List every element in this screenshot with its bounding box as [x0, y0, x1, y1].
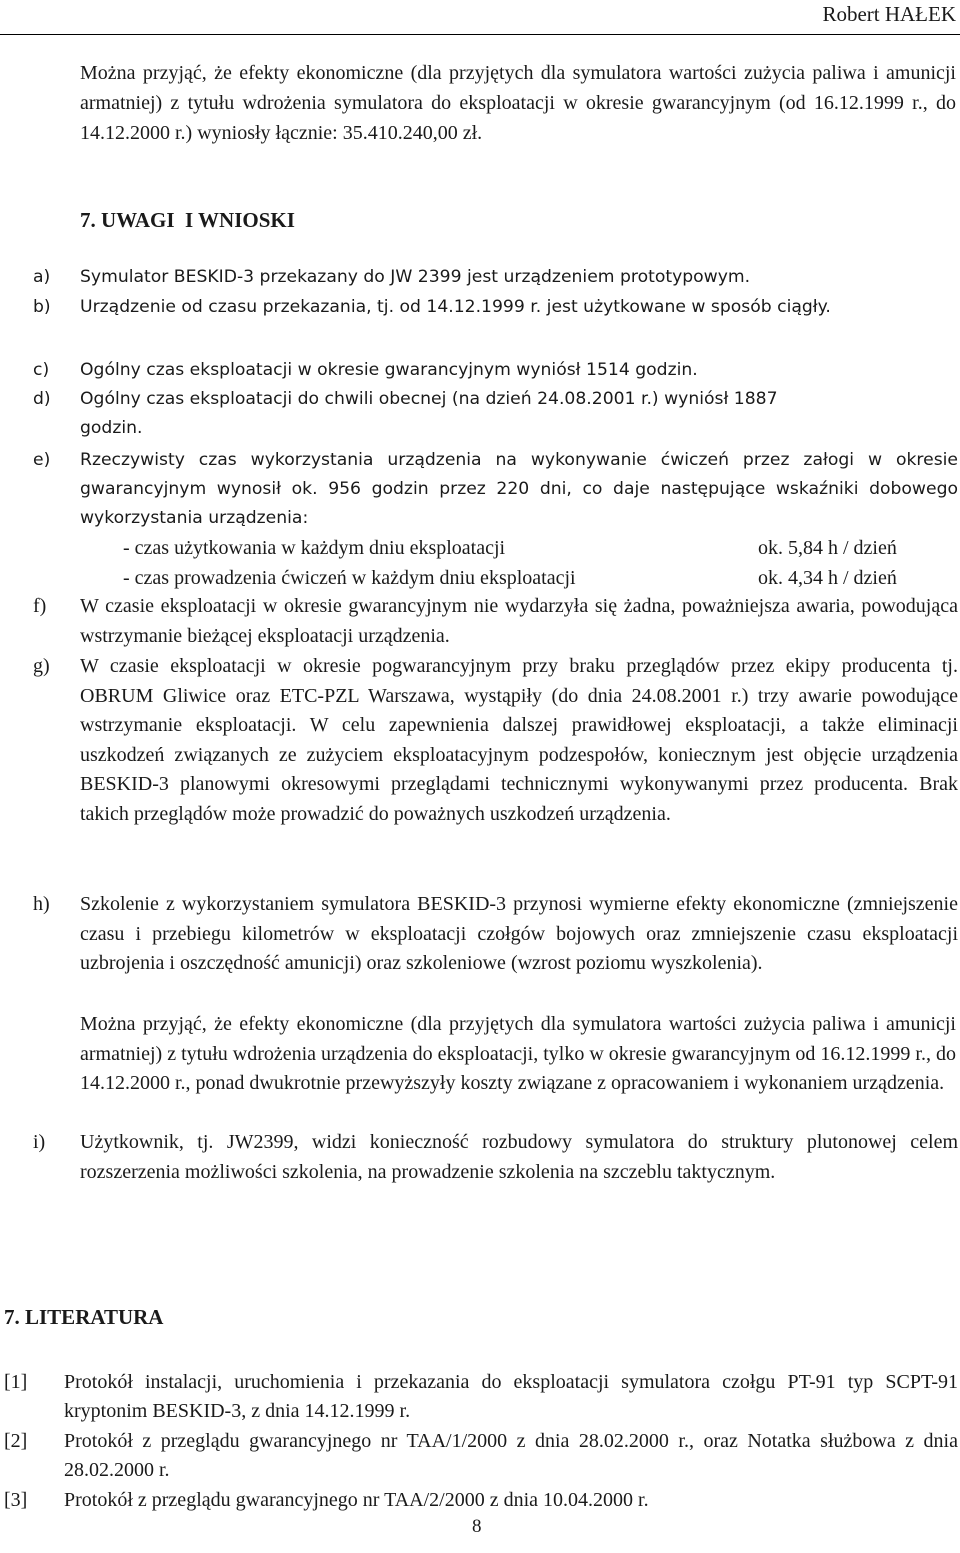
list-item-text: Symulator BESKID-3 przekazany do JW 2399 jest urządzeniem prototypowym. [80, 267, 751, 287]
header-rule [0, 34, 960, 35]
indicator-value: ok. 4,34 h / dzień [758, 567, 897, 589]
indicator-text: - czas prowadzenia ćwiczeń w każdym dniu eksploatacji [123, 567, 576, 589]
reference-text: Protokół z przeglądu gwarancyjnego nr TAA/2/2000 z dnia 10.04.2000 r. [64, 1489, 649, 1511]
list-item-text: Urządzenie od czasu przekazania, tj. od 14.12.1999 r. jest użytkowane w sposób ciągły. [80, 297, 831, 317]
list-item-label: g) [33, 655, 50, 677]
section-heading-uwagi: 7. UWAGI I WNIOSKI [80, 208, 295, 232]
reference-label: [2] [4, 1430, 28, 1452]
list-item-text: Rzeczywisty czas wykorzystania urządzenia na wykonywanie ćwiczeń przez załogi w okresie gwarancyjnym wynosił ok. 956 godzin przez 220 dni, co daje następujące wskaźniki dobowego wykorzystania urządzenia: [80, 450, 958, 528]
section-heading-literatura: 7. LITERATURA [4, 1305, 164, 1329]
reference-label: [3] [4, 1489, 28, 1511]
list-item-text: Ogólny czas eksploatacji w okresie gwarancyjnym wyniósł 1514 godzin. [80, 360, 698, 380]
list-item-text: Szkolenie z wykorzystaniem symulatora BESKID-3 przynosi wymierne efekty ekonomiczne (zmniejszenie czasu i przebiegu kilometrów w eksploatacji czołgów bojowych oraz zmniejszenie czasu eksploatacji uzbrojenia i oszczędność amunicji) oraz szkoleniowe (wzrost poziomu wyszkolenia). [80, 893, 958, 975]
list-item-label: a) [33, 267, 51, 287]
list-item-label: d) [33, 389, 51, 409]
reference-text: Protokół instalacji, uruchomienia i przekazania do eksploatacji symulatora czołgu PT-91 typ SCPT-91 kryptonim BESKID-3, z dnia 14.12.1999 r. [64, 1371, 958, 1422]
list-item-label: c) [33, 360, 50, 380]
header-author: Robert HAŁEK [822, 2, 956, 26]
item-h-paragraph: Można przyjąć, że efekty ekonomiczne (dla przyjętych dla symulatora wartości zużycia paliwa i amunicji armatniej) z tytułu wdrożenia urządzenia do eksploatacji, tylko w okresie gwarancyjnym od 16.12.1999 r., do 14.12.2000 r., ponad dwukrotnie przewyższyły koszty związane z opracowaniem i wykonaniem urządzenia. [80, 1013, 956, 1095]
list-item-label: f) [33, 595, 47, 617]
list-item-text: W czasie eksploatacji w okresie pogwarancyjnym przy braku przeglądów przez ekipy producenta tj. OBRUM Gliwice oraz ETC-PZL Warszawa, wystąpiły (do dnia 24.08.2001 r.) trzy awarie powodujące wstrzymanie eksploatacji. W celu zapewnienia dalszej prawidłowej eksploatacji, a także eliminacji uszkodzeń związanych ze zużyciem eksploatacyjnym podzespołów, koniecznym jest objęcie urządzenia BESKID-3 planowymi okresowymi przeglądami technicznymi wykonywanymi przez producenta. Brak takich przeglądów może prowadzić do poważnych uszkodzeń urządzenia. [80, 655, 958, 825]
list-item-label: i) [33, 1131, 46, 1153]
list-item-label: h) [33, 893, 50, 915]
list-item-text: Ogólny czas eksploatacji do chwili obecnej (na dzień 24.08.2001 r.) wyniósł 1887 godzin. [80, 389, 778, 438]
list-item-label: e) [33, 450, 51, 470]
reference-text: Protokół z przeglądu gwarancyjnego nr TAA/1/2000 z dnia 28.02.2000 r., oraz Notatka służbowa z dnia 28.02.2000 r. [64, 1430, 958, 1481]
indicator-text: - czas użytkowania w każdym dniu eksploatacji [123, 537, 506, 559]
intro-paragraph: Można przyjąć, że efekty ekonomiczne (dla przyjętych dla symulatora wartości zużycia paliwa i amunicji armatniej) z tytułu wdrożenia symulatora do eksploatacji w okresie gwarancyjnym (od 16.12.1999 r., do 14.12.2000 r.) wyniosły łącznie: 35.410.240,00 zł. [80, 62, 956, 144]
indicator-row [123, 563, 897, 593]
reference-label: [1] [4, 1371, 28, 1393]
list-item-text: Użytkownik, tj. JW2399, widzi konieczność rozbudowy symulatora do struktury plutonowej celem rozszerzenia możliwości szkolenia, na prowadzenie szkolenia na szczeblu taktycznym. [80, 1131, 958, 1183]
list-item-label: b) [33, 297, 51, 317]
list-item-text: W czasie eksploatacji w okresie gwarancyjnym nie wydarzyła się żadna, poważniejsza awaria, powodująca wstrzymanie bieżącej eksploatacji urządzenia. [80, 595, 958, 647]
page-number: 8 [472, 1516, 482, 1537]
indicator-value: ok. 5,84 h / dzień [758, 537, 897, 559]
indicator-row [123, 533, 897, 563]
